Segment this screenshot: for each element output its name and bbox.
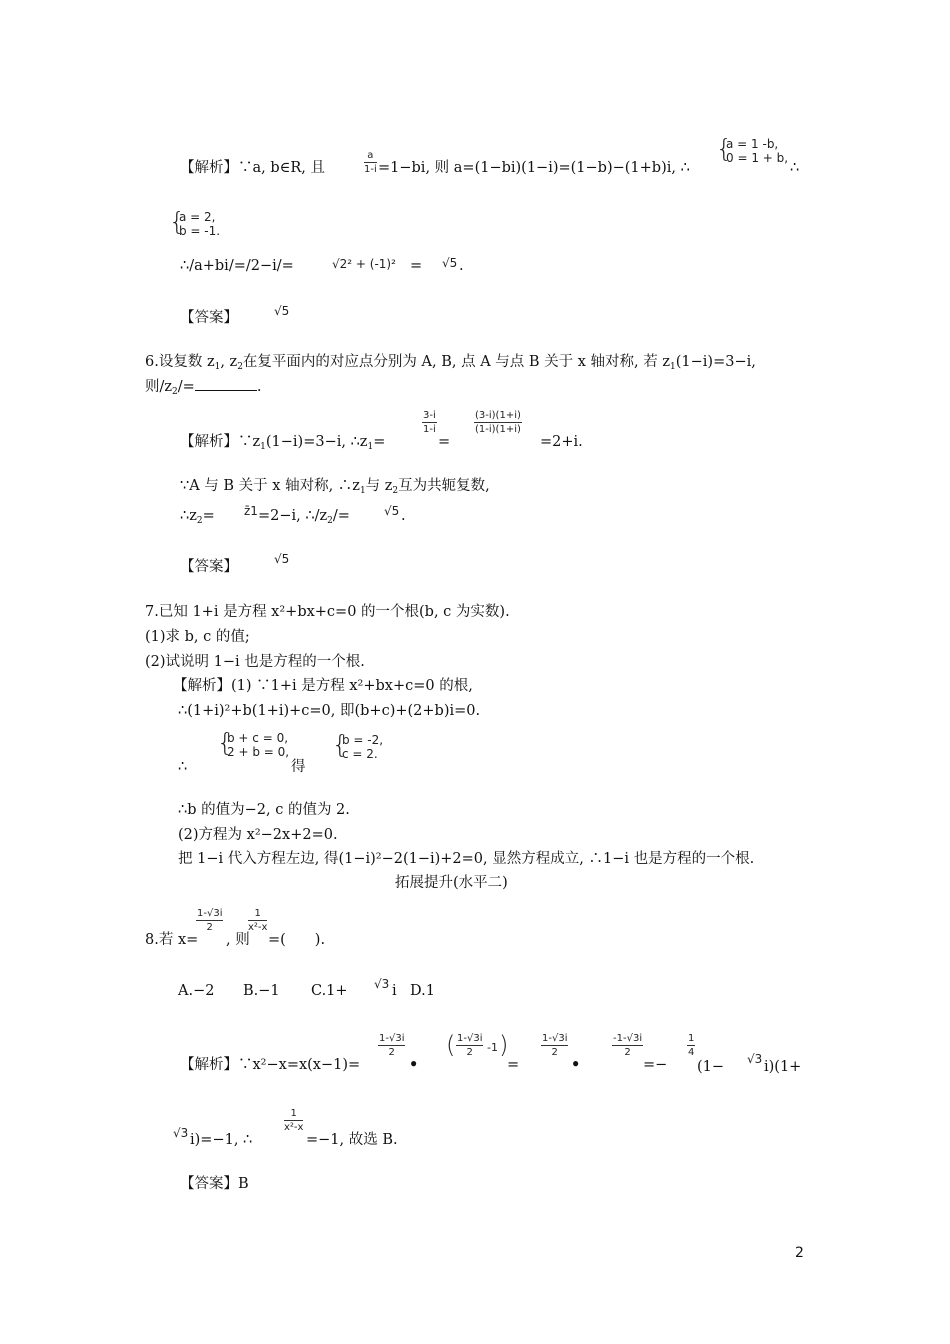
- equals-sign: =: [410, 258, 423, 274]
- q8-solution-line2b: =−1, 故选 B.: [306, 1132, 398, 1148]
- fraction-1-over-x2-x: 1 x²-x: [284, 1108, 304, 1133]
- conjugate-z1: z̄1: [244, 504, 258, 518]
- sqrt-expression: √2² + (-1)²: [332, 257, 396, 271]
- section-title: 拓展提升(水平二): [395, 875, 508, 891]
- period: .: [459, 258, 464, 274]
- q8-solution-line1: 【解析】∵x²−x=x(x−1)=: [180, 1057, 361, 1073]
- answer-value: √5: [274, 552, 290, 566]
- equals-sign: =: [507, 1057, 520, 1073]
- imaginary-unit: i: [392, 983, 397, 999]
- sqrt3: √3: [747, 1052, 763, 1066]
- dot-operator: •: [571, 1056, 581, 1073]
- equation-system-result: { b = -2, c = 2.: [333, 733, 383, 761]
- sqrt5-result: √5: [384, 504, 400, 518]
- fraction-3-i-over-1-i: 3-i 1-i: [423, 410, 436, 435]
- q8-option-d[interactable]: D.1: [410, 983, 435, 999]
- period: .: [401, 508, 406, 524]
- solution-label: 【解析】: [180, 160, 238, 176]
- equation-system-2: { a = 2, b = -1.: [170, 210, 220, 238]
- solution-text: ∵a, b∈R, 且: [238, 160, 326, 176]
- page-number: 2: [795, 1245, 804, 1261]
- q6-solution-line3b: =2−i, $\therefore/z_2/=$: [258, 508, 350, 526]
- fraction-quarter: 1 4: [688, 1033, 695, 1058]
- q8-option-b[interactable]: B.−1: [243, 983, 280, 999]
- block5-modulus-line: ∴/a+bi/=/2−i/=: [180, 258, 294, 274]
- paren-close: ): [499, 1031, 509, 1059]
- sqrt3: √3: [173, 1126, 189, 1140]
- q6-solution-line3: $\therefore z_2=$: [180, 508, 215, 526]
- block5-solution-line1b: =1−bi, 则 a=(1−bi)(1−i)=(1−b)−(1+b)i, ∴: [378, 160, 690, 176]
- q7-solution-line2: ∴(1+i)²+b(1+i)+c=0, 即(b+c)+(2+b)i=0.: [178, 703, 481, 719]
- q7-part2: (2)试说明 1−i 也是方程的一个根.: [145, 654, 365, 670]
- q7-solution-line6: 把 1−i 代入方程左边, 得(1−i)²−2(1−i)+2=0, 显然方程成立, ∴1−i 也是方程的一个根.: [178, 851, 755, 867]
- q6-solution-line2: ∵A 与 B 关于 x 轴对称, $\therefore z_1$与 $z_2$互为共轭复数,: [180, 478, 490, 496]
- de-word: 得: [291, 759, 306, 775]
- q7-solution-line4: ∴b 的值为−2, c 的值为 2.: [178, 802, 350, 818]
- fraction-expanded: (3-i)(1+i) (1-i)(1+i): [475, 410, 521, 435]
- answer-label: 【答案】: [180, 559, 238, 575]
- q7-solution-line5: (2)方程为 x²−2x+2=0.: [178, 827, 338, 843]
- q8-stem-b: , 则: [226, 932, 250, 948]
- q7-stem: 7.已知 1+i 是方程 x²+bx+c=0 的一个根(b, c 为实数).: [145, 604, 510, 620]
- therefore-symbol: ∴: [790, 160, 800, 176]
- fraction-1: 1-√3i 2: [379, 1033, 405, 1058]
- q8-solution-line1b: (1−: [697, 1059, 725, 1075]
- q7-solution-line1: 【解析】(1) ∵1+i 是方程 x²+bx+c=0 的根,: [173, 678, 473, 694]
- equation-system-1: { a = 1 -b, 0 = 1 + b,: [717, 137, 788, 165]
- q8-stem-a: 8.若 x=: [145, 932, 199, 948]
- q6-result: =2+i.: [540, 434, 583, 450]
- dot-operator: •: [409, 1056, 419, 1073]
- sqrt5-result: √5: [442, 256, 458, 270]
- fraction-3: 1-√3i 2: [542, 1033, 568, 1058]
- equals-minus: =−: [643, 1057, 668, 1073]
- q6-stem-line1: 6.设复数 $z_1$, $z_2$在复平面内的对应点分别为 A, B, 点 A 与点 B 关于 x 轴对称, 若 $z_1(1-i)=3-i$,: [145, 354, 756, 372]
- fraction-2: 1-√3i 2: [457, 1033, 483, 1058]
- equals-sign: =: [438, 434, 451, 450]
- minus-one: -1: [487, 1041, 498, 1054]
- answer-label: 【答案】: [180, 310, 238, 326]
- q6-solution-line1: 【解析】$\because z_1(1-i)=3-i$, $\therefore z_1=$: [180, 434, 386, 452]
- answer-blank: [195, 376, 257, 391]
- fraction-a-over-1-minus-i: a 1-i: [364, 150, 377, 175]
- paren-open: (: [446, 1031, 456, 1059]
- answer-line: 【答案】B: [180, 1176, 249, 1192]
- therefore-symbol: ∴: [178, 759, 188, 775]
- block5-solution-line1: [180, 158, 325, 178]
- q8-solution-line1c: i)(1+: [764, 1059, 802, 1075]
- answer-value: √5: [274, 304, 290, 318]
- fraction-1-over-x2-x: 1 x²-x: [248, 908, 268, 933]
- fraction-4: -1-√3i 2: [613, 1033, 643, 1058]
- fraction-x-value: 1-√3i 2: [197, 908, 223, 933]
- q8-option-c[interactable]: C.1+: [311, 983, 348, 999]
- q8-option-a[interactable]: A.−2: [178, 983, 215, 999]
- q7-part1: (1)求 b, c 的值;: [145, 629, 250, 645]
- q8-solution-line2a: i)=−1, ∴: [190, 1132, 253, 1148]
- q6-stem-line2: 则$/z_2/=$ .: [145, 376, 261, 397]
- equation-system-bc: { b + c = 0, 2 + b = 0,: [218, 731, 289, 759]
- q8-stem-c: =( ).: [268, 932, 326, 948]
- sqrt3: √3: [374, 977, 390, 991]
